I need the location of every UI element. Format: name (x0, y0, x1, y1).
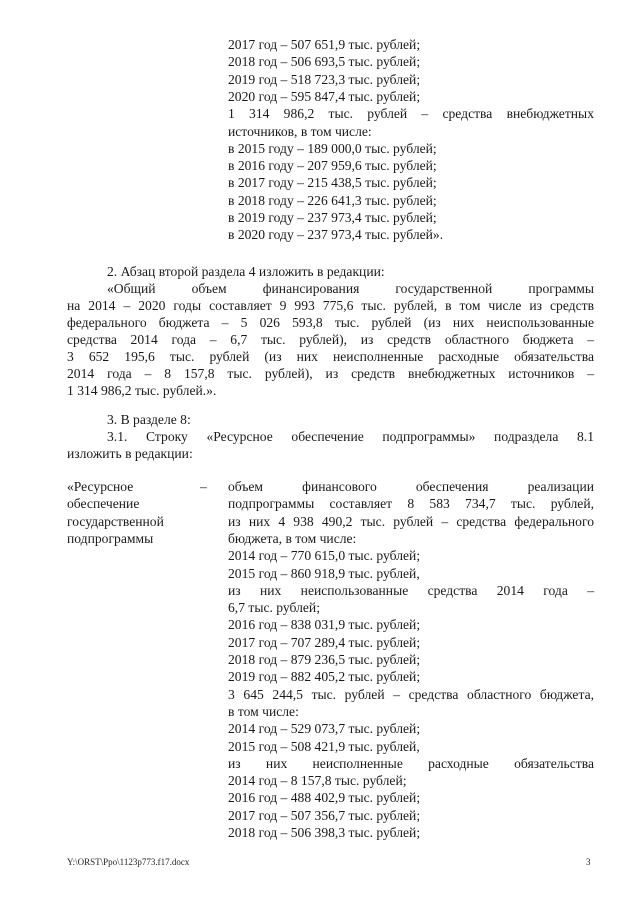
table-value-line: бюджета, в том числе: (228, 530, 357, 546)
paragraph-line: 3 652 195,6 тыс. рублей (из них неисполненные расходные обязательства (67, 349, 594, 364)
text-line: источников, в том числе: (228, 123, 372, 139)
table-label-line: обеспечение (67, 496, 140, 512)
table-value-line: объем финансового обеспечения реализации (228, 479, 594, 494)
text-line: в 2018 году – 226 641,3 тыс. рублей; (228, 192, 437, 208)
text-line: в 2016 году – 207 959,6 тыс. рублей; (228, 158, 437, 174)
table-value-line: 2016 год – 488 402,9 тыс. рублей; (228, 790, 421, 806)
table-value-line: из них неисполненные расходные обязательства (228, 755, 594, 771)
table-value-line: 6,7 тыс. рублей; (228, 600, 320, 616)
table-value-line: 2014 год – 770 615,0 тыс. рублей; (228, 548, 421, 564)
table-value-line: из них неиспользованные средства 2014 года – (228, 582, 594, 598)
footer-file-path: Y:\ORST\Ppo\1123p773.f17.docx (67, 857, 190, 867)
table-label-line: подпрограммы (67, 530, 154, 546)
table-value-line: подпрограммы составляет 8 583 734,7 тыс. рублей, (228, 496, 594, 512)
paragraph-line: на 2014 – 2020 годы составляет 9 993 775,6 тыс. рублей, в том числе из средств (67, 298, 594, 313)
table-label-line: государственной (67, 513, 164, 529)
table-value-line: 2014 год – 8 157,8 тыс. рублей; (228, 773, 407, 789)
table-value-line: 3 645 244,5 тыс. рублей – средства областного бюджета, (228, 686, 594, 702)
text-line: 2020 год – 595 847,4 тыс. рублей; (228, 88, 421, 104)
text-line: 2018 год – 506 693,5 тыс. рублей; (228, 54, 421, 70)
paragraph-heading: 3. В разделе 8: (107, 412, 191, 427)
paragraph-line: изложить в редакции: (67, 446, 193, 461)
table-value-line: 2019 год – 882 405,2 тыс. рублей; (228, 669, 421, 685)
table-dash: – (200, 479, 207, 494)
table-value-line: из них 4 938 490,2 тыс. рублей – средства федерального (228, 513, 594, 529)
text-line: в 2017 году – 215 438,5 тыс. рублей; (228, 175, 437, 191)
paragraph-line: 3.1. Строку «Ресурсное обеспечение подпрограммы» подраздела 8.1 (107, 429, 594, 444)
text-line: в 2015 году – 189 000,0 тыс. рублей; (228, 140, 437, 156)
text-line: 2019 год – 518 723,3 тыс. рублей; (228, 71, 421, 87)
paragraph-line: 1 314 986,2 тыс. рублей.». (67, 383, 217, 398)
paragraph-line: средства 2014 года – 6,7 тыс. рублей), из средств областного бюджета – (67, 332, 594, 347)
paragraph-line: «Общий объем финансирования государственной программы (107, 281, 594, 296)
table-value-line: 2018 год – 879 236,5 тыс. рублей; (228, 652, 421, 667)
table-value-line: 2017 год – 507 356,7 тыс. рублей; (228, 807, 421, 823)
text-line: 1 314 986,2 тыс. рублей – средства внебюджетных (228, 106, 594, 122)
page-number: 3 (586, 857, 591, 867)
table-value-line: в том числе: (228, 703, 299, 719)
paragraph-heading: 2. Абзац второй раздела 4 изложить в редакции: (107, 264, 385, 279)
table-value-line: 2015 год – 508 421,9 тыс. рублей, (228, 738, 420, 754)
table-value-line: 2014 год – 529 073,7 тыс. рублей; (228, 721, 421, 737)
table-label-line: «Ресурсное (67, 479, 134, 494)
table-value-line: 2018 год – 506 398,3 тыс. рублей; (228, 825, 421, 840)
paragraph-line: 2014 года – 8 157,8 тыс. рублей), из средств внебюджетных источников – (67, 366, 594, 381)
table-value-line: 2017 год – 707 289,4 тыс. рублей; (228, 634, 421, 650)
paragraph-line: федерального бюджета – 5 026 593,8 тыс. рублей (из них неиспользованные (67, 315, 594, 330)
text-line: в 2020 году – 237 973,4 тыс. рублей». (228, 227, 444, 243)
text-line: в 2019 году – 237 973,4 тыс. рублей; (228, 210, 437, 225)
table-value-line: 2015 год – 860 918,9 тыс. рублей, (228, 565, 420, 581)
table-value-line: 2016 год – 838 031,9 тыс. рублей; (228, 617, 421, 633)
text-line: 2017 год – 507 651,9 тыс. рублей; (228, 37, 421, 52)
